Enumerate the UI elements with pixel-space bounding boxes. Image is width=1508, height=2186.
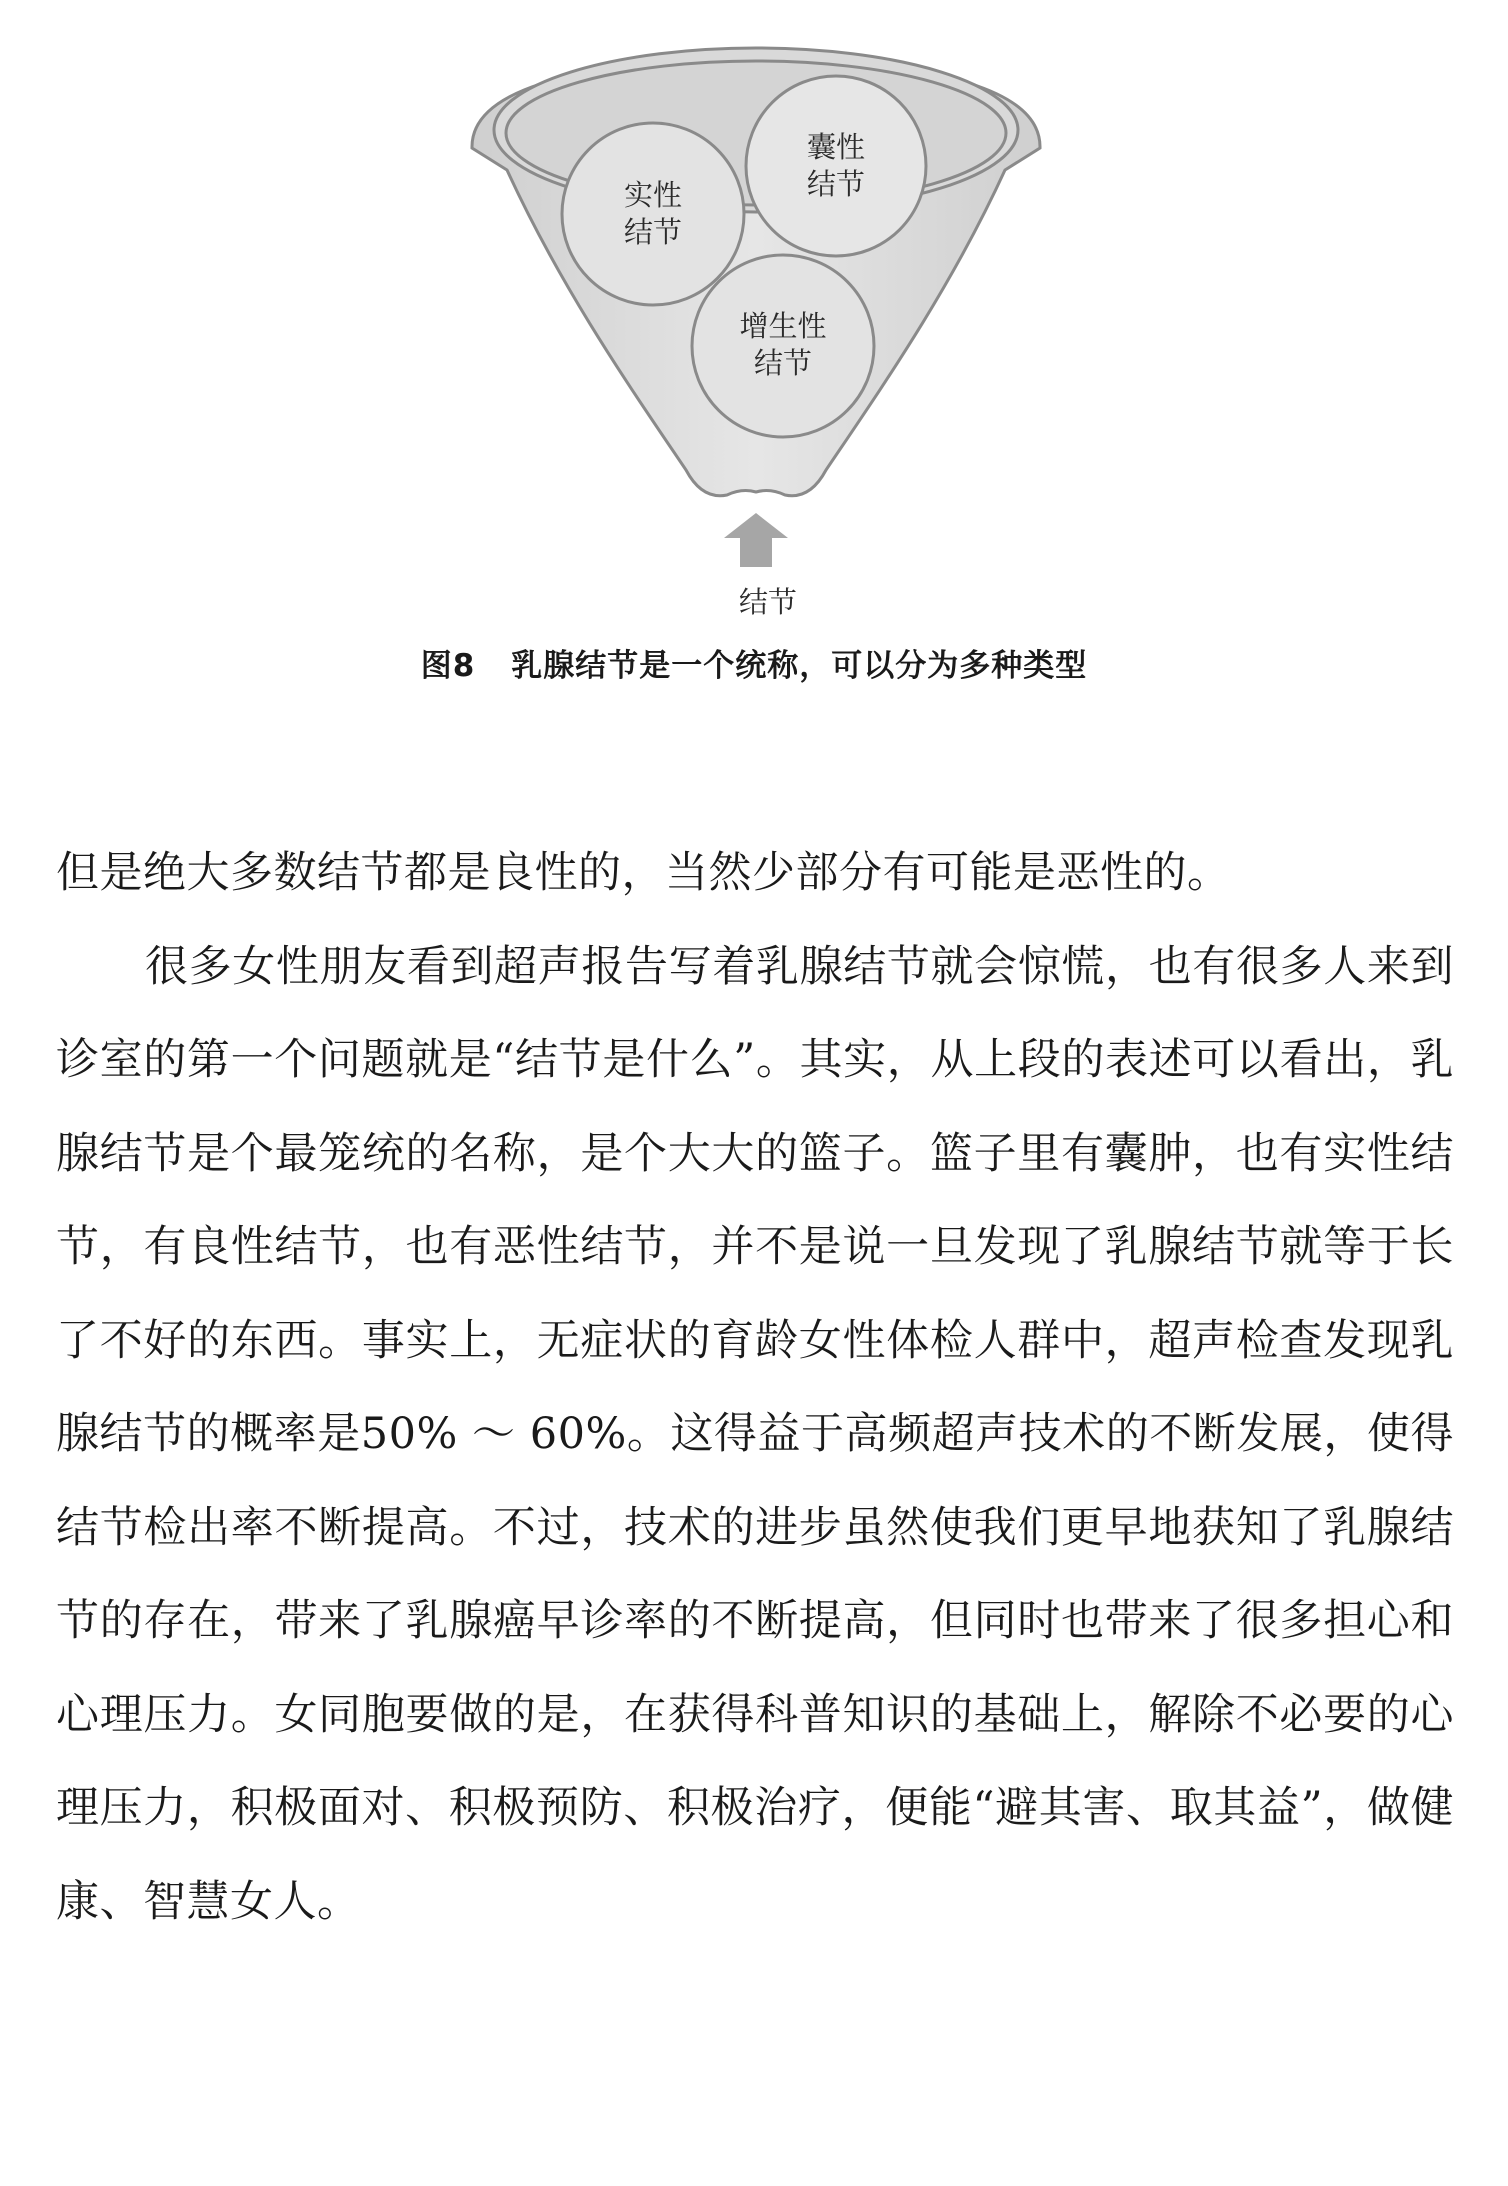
input-arrow bbox=[724, 513, 788, 567]
nodule-solid-line1: 实性 bbox=[623, 178, 683, 212]
figure-number: 图8 bbox=[420, 648, 476, 684]
nodule-cystic-line1: 囊性 bbox=[806, 130, 866, 164]
figure-caption bbox=[0, 640, 1508, 685]
nodule-hyperplastic bbox=[692, 255, 874, 437]
paragraph: 但是绝大多数结节都是良性的，当然少部分有可能是恶性的。 bbox=[56, 848, 1231, 898]
nodule-solid-line2: 结节 bbox=[623, 215, 683, 249]
input-label: 结节 bbox=[738, 585, 798, 619]
nodule-solid bbox=[562, 123, 744, 305]
nodule-cystic bbox=[746, 76, 926, 256]
nodule-cystic-line2: 结节 bbox=[806, 167, 866, 201]
paragraph: 很多女性朋友看到超声报告写着乳腺结节就会惊慌，也有很多人来到诊室的第一个问题就是“结节是什么”。其实，从上段的表述可以看出，乳腺结节是个最笼统的名称，是个大大的篮子。篮子里有囊肿，也有实性结节，有良性结节，也有恶性结节，并不是说一旦发现了乳腺结节就等于长了不好的东西。事实上，无症状的育龄女性体检人群中，超声检查发现乳腺结节的概率是50% ～ 60%。这得益于高频超声技术的不断发展，使得结节检出率不断提高。不过，技术的进步虽然使我们更早地获知了乳腺结节的存在，带来了乳腺癌早诊率的不断提高，但同时也带来了很多担心和心理压力。女同胞要做的是，在获得科普知识的基础上，解除不必要的心理压力，积极面对、积极预防、积极治疗，便能“避其害、取其益”，做健康、智慧女人。 bbox=[56, 941, 1454, 1927]
body-text bbox=[56, 827, 1454, 1949]
nodule-hyperplastic-line2: 结节 bbox=[753, 346, 813, 380]
figure-caption-text: 乳腺结节是一个统称，可以分为多种类型 bbox=[511, 648, 1088, 684]
nodule-hyperplastic-line1: 增生性 bbox=[739, 309, 827, 343]
funnel-figure bbox=[0, 0, 1508, 650]
funnel-diagram bbox=[0, 0, 1508, 640]
